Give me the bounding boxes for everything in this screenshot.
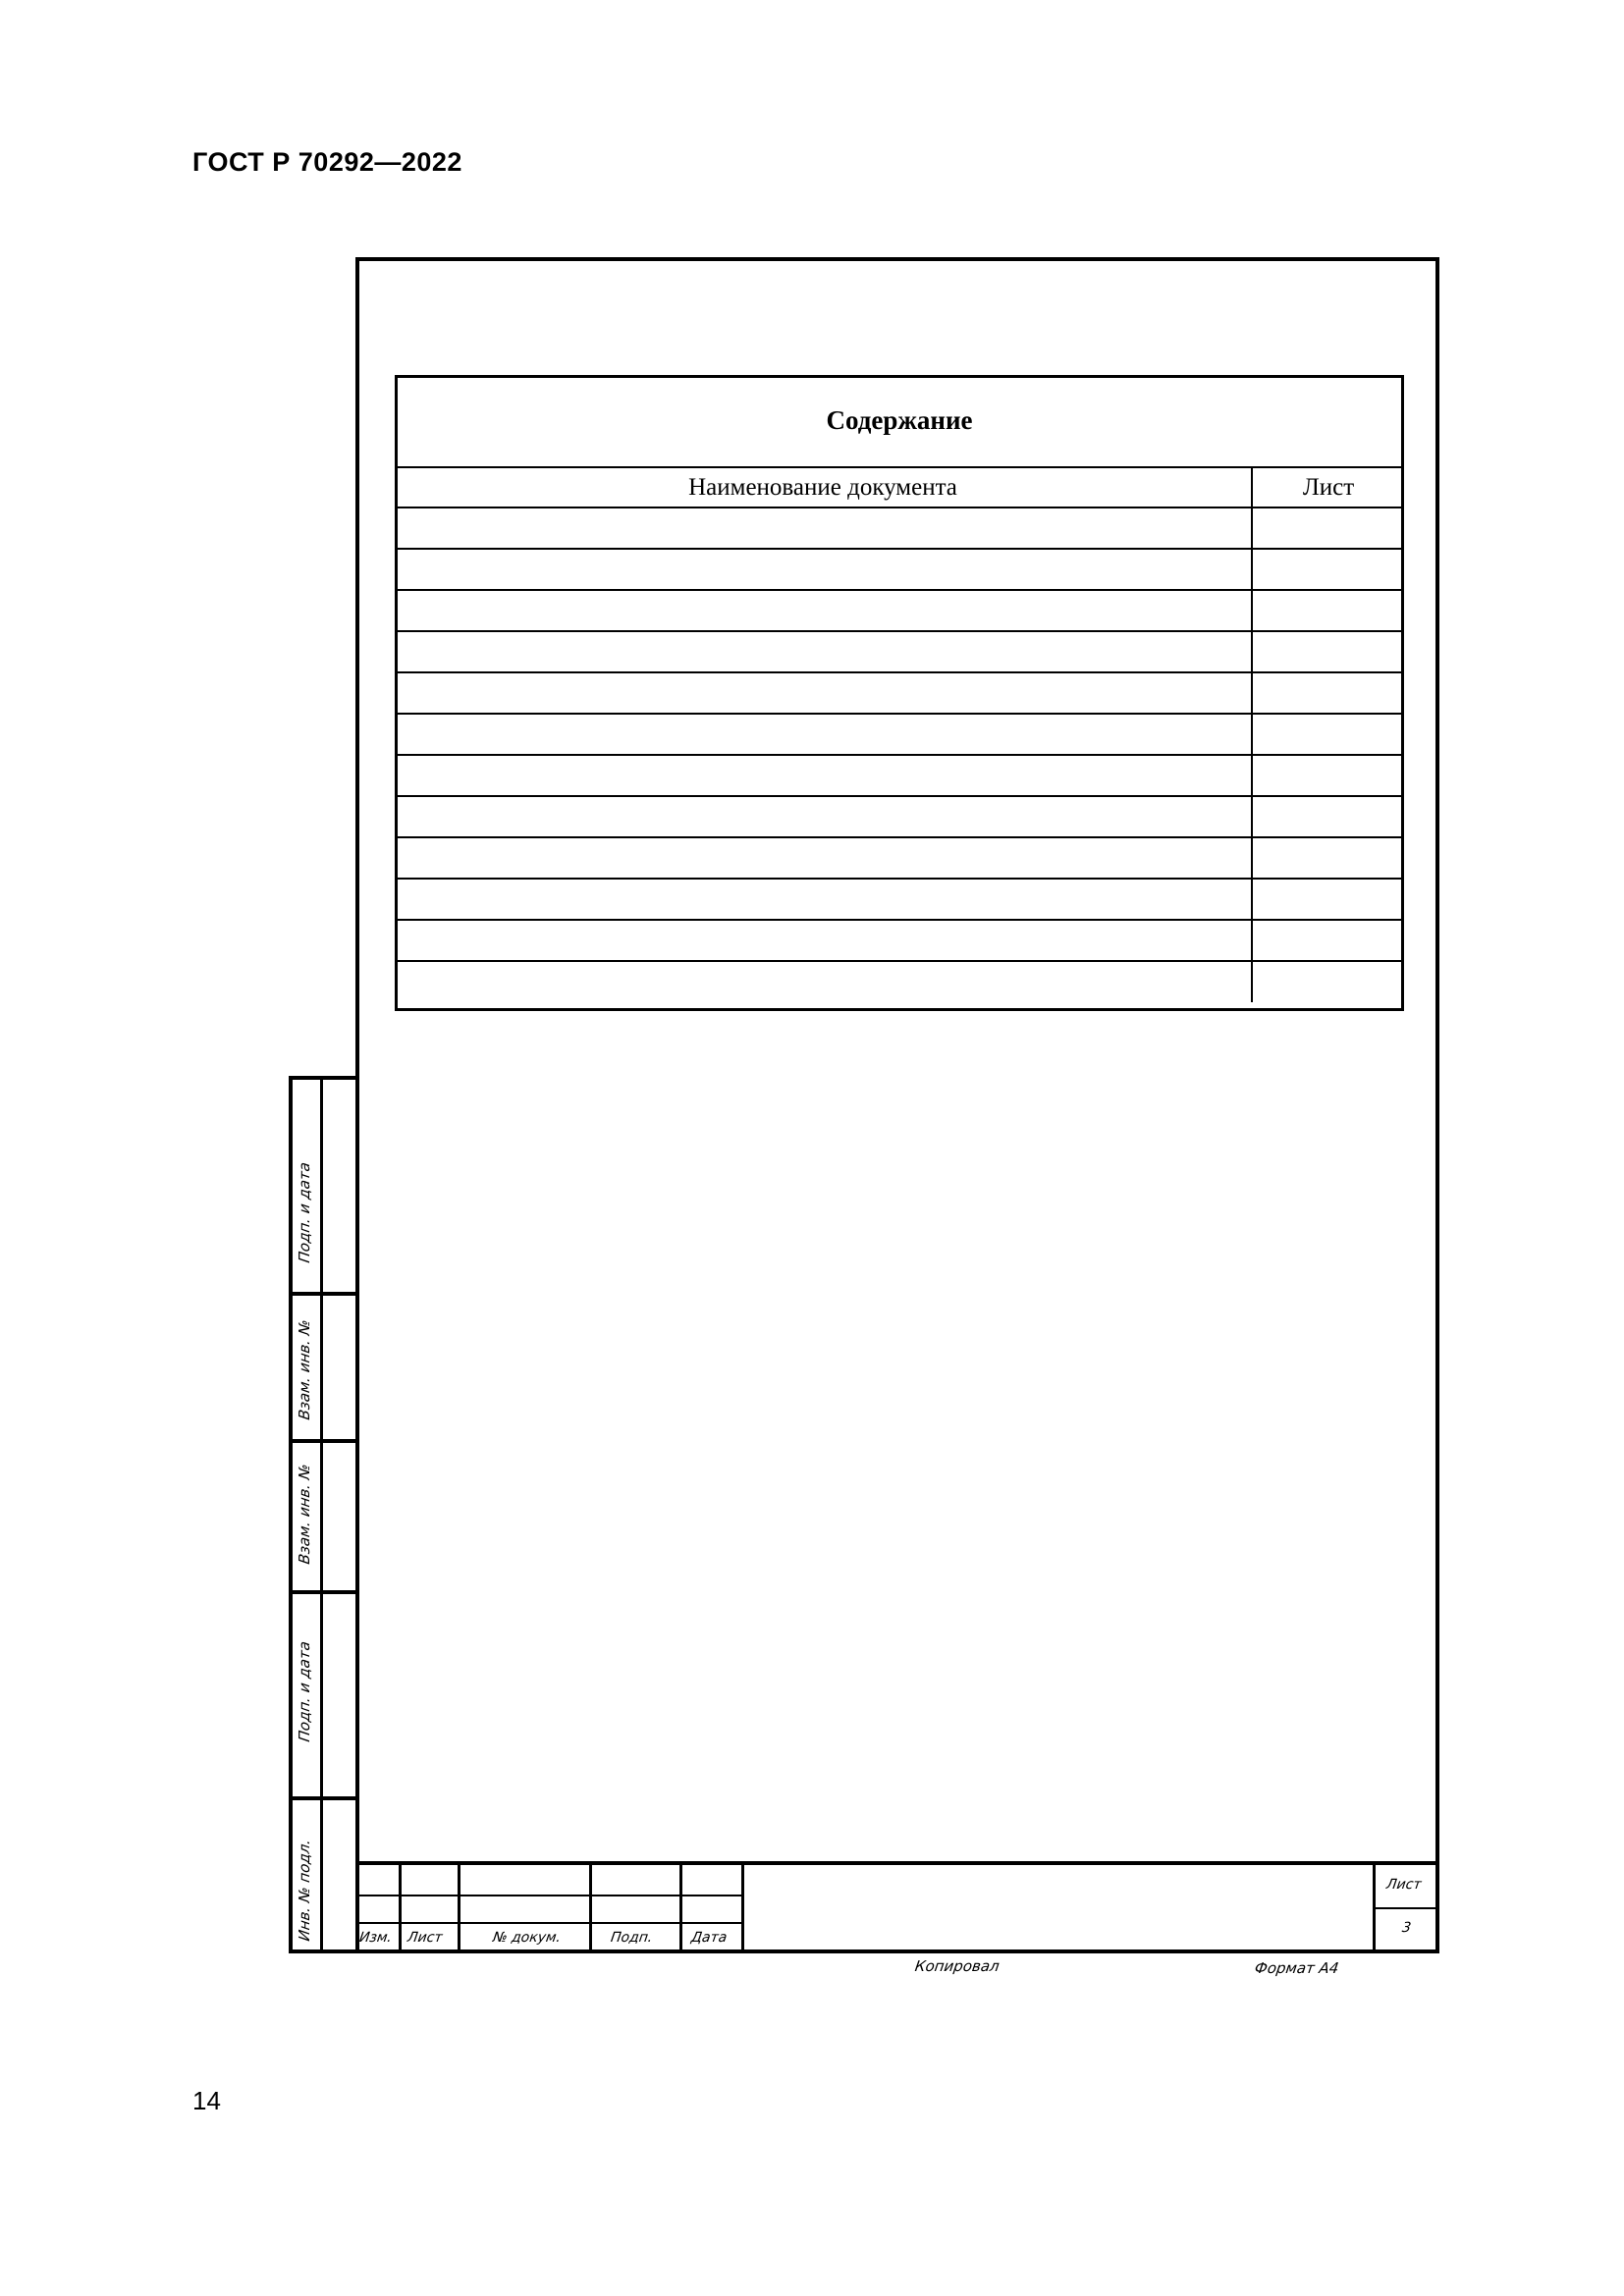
side-stamp-strip [289, 1076, 355, 1953]
table-row [395, 961, 1404, 1002]
document-name-cell [395, 879, 1252, 920]
sheet-cell [1252, 507, 1404, 549]
document-name-cell [395, 714, 1252, 755]
document-name-cell [395, 590, 1252, 631]
table-row [395, 631, 1404, 672]
table-row [395, 837, 1404, 879]
standard-code-header: ГОСТ Р 70292—2022 [192, 147, 462, 177]
table-row [395, 549, 1404, 590]
side-strip-divider [320, 1076, 323, 1953]
document-name-cell [395, 961, 1252, 1002]
sheet-cell [1252, 590, 1404, 631]
contents-table [395, 466, 1404, 1002]
table-row [395, 672, 1404, 714]
title-block-divider [458, 1865, 460, 1953]
document-name-cell [395, 672, 1252, 714]
side-label-original-inv: Инв. № подл. [296, 1838, 313, 1943]
contents-table-box [395, 375, 1404, 1011]
side-label-replacement-inv: Взам. инв. № [296, 1463, 313, 1566]
title-block-row-line [1373, 1907, 1439, 1909]
side-label-signature-date: Подп. и дата [296, 1160, 313, 1264]
table-row [395, 879, 1404, 920]
title-block [355, 1861, 1439, 1953]
sheet-cell [1252, 631, 1404, 672]
title-block-divider [741, 1865, 744, 1953]
title-block-label-signature: Подп. [609, 1930, 654, 1946]
document-name-cell [395, 507, 1252, 549]
copied-by-label: Копировал [913, 1957, 1001, 1975]
format-label: Формат А4 [1253, 1959, 1340, 1977]
table-row [395, 920, 1404, 961]
title-block-divider [1373, 1865, 1376, 1953]
title-block-divider [589, 1865, 592, 1953]
sheet-cell [1252, 714, 1404, 755]
contents-title: Содержание [826, 405, 973, 435]
side-strip-separator [293, 1590, 355, 1594]
side-strip-separator [293, 1796, 355, 1800]
side-strip-separator [293, 1292, 355, 1296]
title-block-label-date: Дата [689, 1930, 729, 1946]
title-block-row-line [355, 1922, 741, 1924]
sheet-cell [1252, 796, 1404, 837]
title-block-divider [399, 1865, 402, 1953]
document-name-cell [395, 631, 1252, 672]
side-label-replacement-inv: Взам. инв. № [296, 1318, 313, 1421]
side-strip-separator [293, 1439, 355, 1443]
document-name-cell [395, 549, 1252, 590]
document-name-cell [395, 796, 1252, 837]
column-header-sheet: Лист [1252, 467, 1404, 507]
document-name-cell [395, 837, 1252, 879]
side-label-signature-date: Подп. и дата [296, 1639, 313, 1743]
table-row [395, 714, 1404, 755]
sheet-cell [1252, 672, 1404, 714]
title-block-row-line [355, 1895, 741, 1896]
sheet-cell [1252, 755, 1404, 796]
page-number: 14 [192, 2086, 221, 2115]
title-block-label-sheet: Лист [406, 1930, 444, 1946]
sheet-cell [1252, 549, 1404, 590]
table-row [395, 507, 1404, 549]
title-block-label-change: Изм. [357, 1930, 394, 1946]
document-name-cell [395, 755, 1252, 796]
table-row [395, 590, 1404, 631]
title-block-label-doc-number: № докум. [491, 1930, 563, 1946]
title-block-sheet-label: Лист [1384, 1877, 1423, 1893]
sheet-cell [1252, 879, 1404, 920]
sheet-cell [1252, 961, 1404, 1002]
sheet-cell [1252, 920, 1404, 961]
sheet-cell [1252, 837, 1404, 879]
title-block-sheet-number: 3 [1400, 1920, 1413, 1936]
column-header-document-name: Наименование документа [395, 467, 1252, 507]
contents-table-body [395, 507, 1404, 1002]
document-name-cell [395, 920, 1252, 961]
title-block-divider [679, 1865, 682, 1953]
table-row [395, 755, 1404, 796]
table-header-row [395, 467, 1404, 507]
table-row [395, 796, 1404, 837]
